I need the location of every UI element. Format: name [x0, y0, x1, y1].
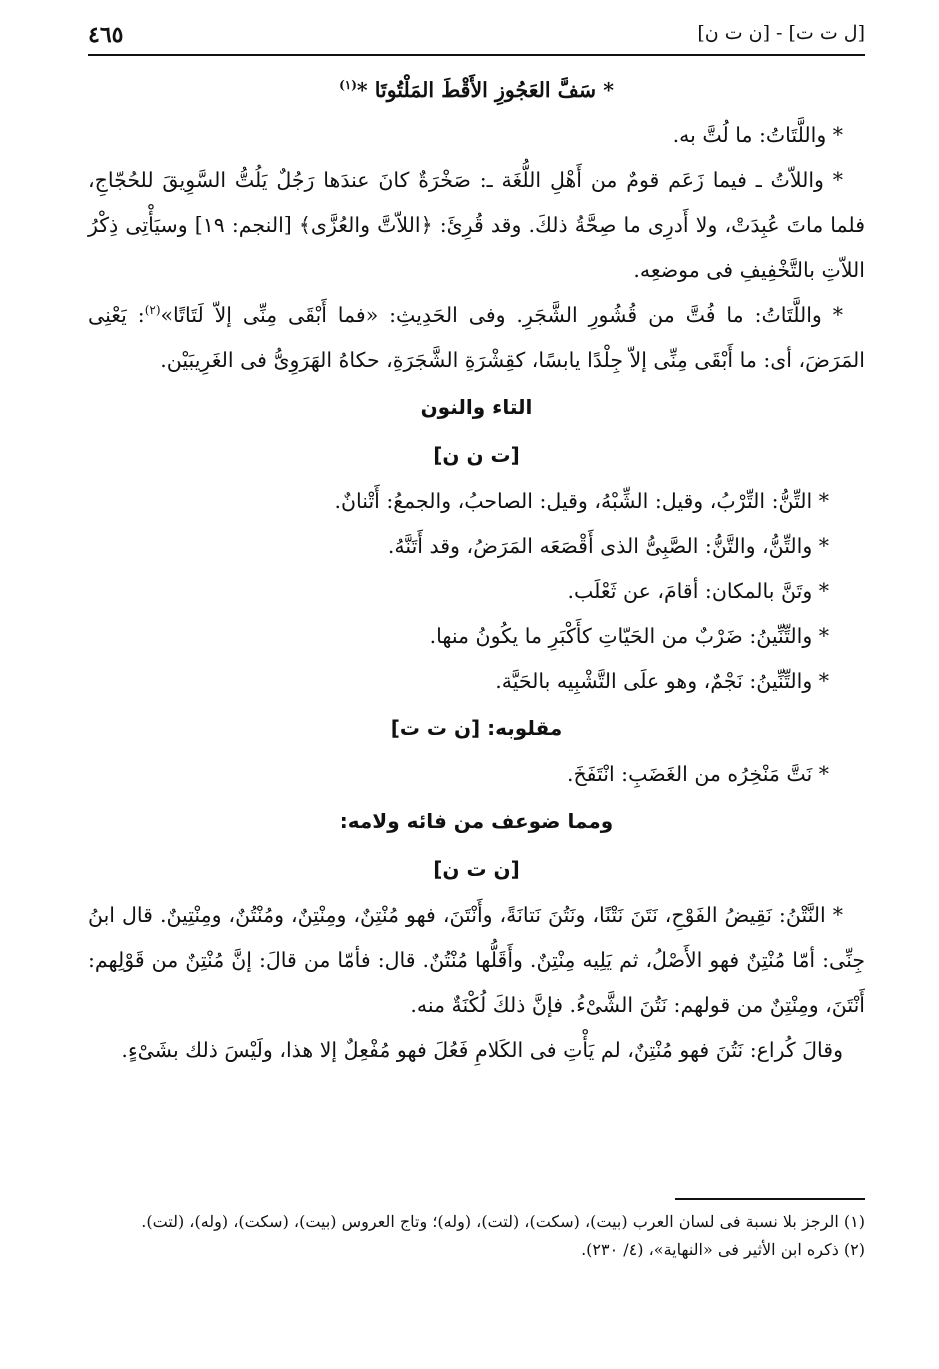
entry-tanna: * وتَنَّ بالمكان: أقامَ، عن ثَعْلَب.: [567, 579, 829, 603]
entry-text: : يَعْنِى المَرَضَ، أى: ما أَبْقَى مِنِّى إلاّ جِلْدًا يابسًا، كقِشْرَةِ الشَّجَرَةِ، حكاهُ الهَرَوِىُّ فى الغَرِيبَيْن.: [88, 303, 865, 372]
running-head: [ل ت ت] - [ن ت ن]: [697, 22, 865, 44]
page-body: [88, 68, 865, 1073]
footnote-ref-2: (٢): [144, 303, 161, 318]
section-heading: مقلوبه: [ن ت ت]: [390, 716, 563, 740]
verse-line: [88, 68, 865, 113]
root-heading: [ت ن ن]: [433, 443, 520, 467]
page-number: ٤٦٥: [88, 22, 124, 48]
entry-tinnin-snake: * والتِّنِّينُ: ضَرْبٌ من الحَيّاتِ كأَكْبَرِ ما يكُونُ منها.: [429, 624, 829, 648]
entry-natta: * نَتَّ مَنْخِرُه من الغَضَبِ: انْتَفَخَ.: [566, 762, 829, 786]
page: [88, 20, 865, 1073]
entry-lataat: * واللَّتَاتُ: ما لُتَّ به.: [672, 123, 843, 147]
footnote-ref-1: (١): [339, 78, 357, 93]
page-header: [88, 20, 865, 56]
entry-tinn: * التِّنُّ: التِّرْبُ، وقيل: الشِّبْهُ، وقيل: الصاحبُ، والجمعُ: أَتْنانٌ.: [334, 489, 829, 513]
footnote-2: (٢) ذكره ابن الأثير فى «النهاية»، (٤/ ٢٣٠).: [581, 1240, 865, 1259]
entry-allat: * واللاّتُ ـ فيما زَعَم قومٌ من أَهْلِ اللُّغَة ـ: صَخْرَةٌ كانَ عندَها رَجُلٌ يَلُتُّ السَّوِيقَ للحُجّاجِ، فلما ماتَ عُبِدَتْ، ولا أَدرِى ما صِحَّةُ ذلكَ. وقد قُرِئَ: ﴿اللاّتَّ والعُزَّى﴾ [النجم: ١٩] وسيَأْتِى ذِكْرُ اللاّتِ بالتَّخْفِيفِ فى موضعِه.: [88, 168, 865, 282]
entry-tinn-sick: * والتِّنُّ، والتَّنُّ: الصَّبِىُّ الذى أَقْصَعَه المَرَضُ، وقد أَتَنَّهُ.: [387, 534, 829, 558]
footnote-1: (١) الرجز بلا نسبة فى لسان العرب (بيت)، (سكت)، (لتت)، (وله)؛ وتاج العروس (بيت)، (سكت)، (وله)، (لتت).: [141, 1212, 865, 1231]
entry-kura: وقالَ كُراع: نَتُنَ فهو مُنْتِنٌ، لم يَأْتِ فى الكَلامِ فَعُلَ فهو مُفْعِلٌ إلا هذا، ولَيْسَ ذلك بشَىْءٍ.: [121, 1038, 843, 1062]
entry-tinnin-star: * والتِّنِّينُ: نَجْمٌ، وهو علَى التَّشْبِيه بالحَيَّة.: [495, 669, 829, 693]
entry-lataat-bark: [88, 293, 865, 383]
footnotes: [88, 1198, 865, 1264]
entry-natn: * النَّتْنُ: نَقِيضُ الفَوْحِ، نَتَنَ نَتْنًا، ونَتُنَ نَتانَةً، وأَنْتَنَ، فهو مُنْتِنٌ، ومِنْتِنٌ، ومُنْتُنٌ، ومِنْتِينٌ. قال ابنُ جِنِّى: أمّا مُنْتِنٌ فهو الأَصْلُ، ثم يَلِيه مِنْتِنٌ. وأَقَلُّها مُنْتُنٌ. قال: فأمّا من قالَ: إنَّ مُنْتِنٌ من قَوْلِهم: أَنْتَنَ، ومِنْتِنٌ من قولهم: نَتُنَ الشَّىْءُ. فإنَّ ذلكَ لُكْنَةٌ منه.: [88, 903, 865, 1017]
section-heading: التاء والنون: [420, 395, 533, 419]
root-heading: [ن ت ن]: [433, 857, 520, 881]
section-heading: ومما ضوعف من فائه ولامه:: [339, 809, 614, 833]
footnote-rule: [675, 1198, 865, 1200]
verse-text: * سَفَّ العَجُوزِ الأَقْطَ المَلْتُوتَا *: [356, 78, 614, 102]
entry-text: * واللَّتَاتُ: ما فُتَّ من قُشُورِ الشَّجَرِ. وفى الحَدِيثِ: «فما أَبْقَى مِنِّى إلاّ لَتَاتًا»: [160, 303, 843, 327]
